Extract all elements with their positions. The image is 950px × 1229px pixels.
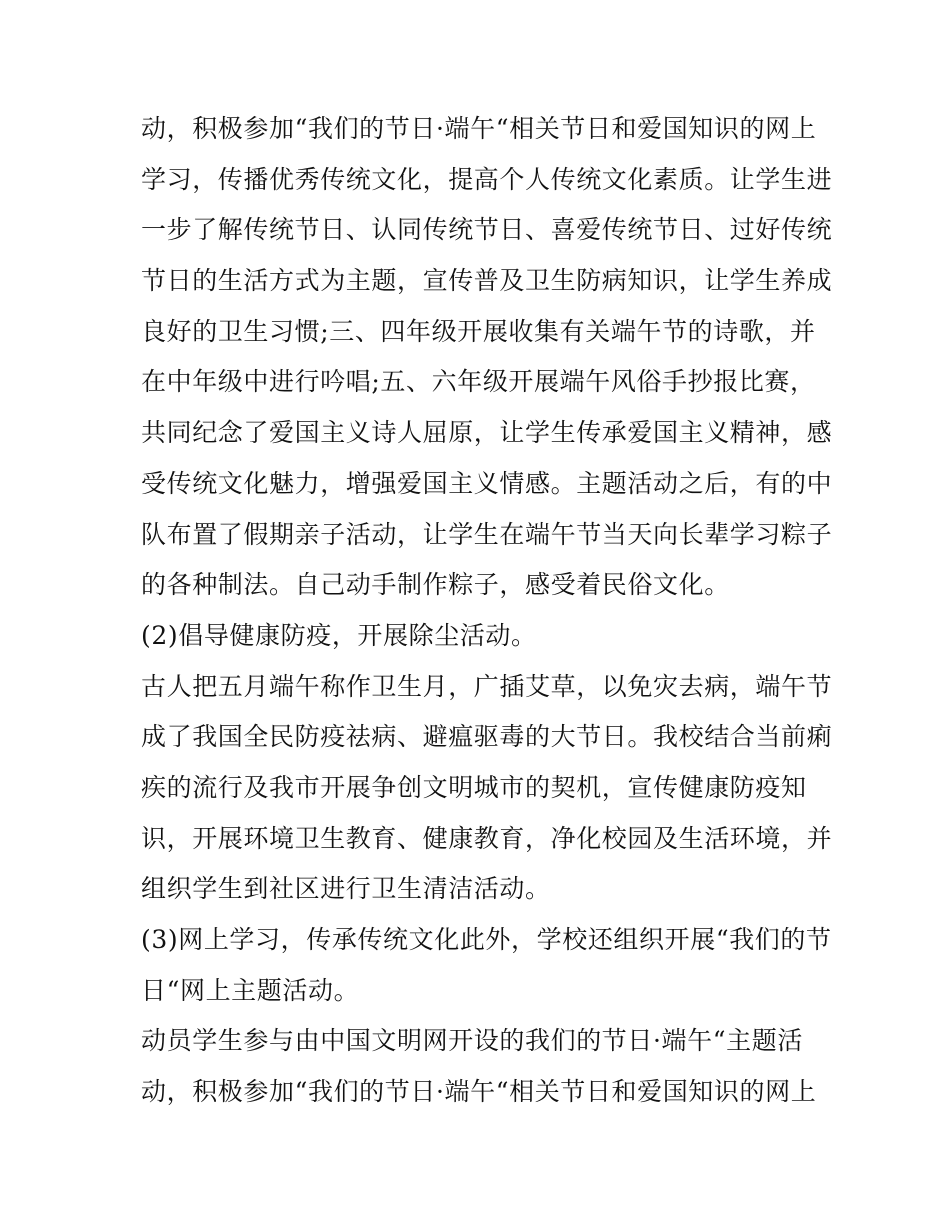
text-line: 成了我国全民防疫祛病、避瘟驱毒的大节日。我校结合当前痢 xyxy=(141,722,833,752)
body-text xyxy=(141,104,841,1118)
text-line: 良好的卫生习惯;三、四年级开展收集有关端午节的诗歌，并 xyxy=(141,316,816,346)
text-line: 识，开展环境卫生教育、健康教育，净化校园及生活环境，并 xyxy=(141,823,833,853)
section-heading-3: (3)网上学习，传承传统文化此外，学校还组织开展“我们的节 xyxy=(141,925,832,954)
text-line: 学习，传播优秀传统文化，提高个人传统文化素质。让学生进 xyxy=(141,164,833,194)
text-line: 一步了解传统节日、认同传统节日、喜爱传统节日、过好传统 xyxy=(141,215,833,245)
text-line: 组织学生到社区进行卫生清洁活动。 xyxy=(141,874,551,904)
text-line: 节日的生活方式为主题，宣传普及卫生防病知识，让学生养成 xyxy=(141,266,833,296)
text-line: 疾的流行及我市开展争创文明城市的契机，宣传健康防疫知 xyxy=(141,772,807,802)
text-line: 在中年级中进行吟唱;五、六年级开展端午风俗手抄报比赛， xyxy=(141,367,816,397)
text-line: 的各种制法。自己动手制作粽子，感受着民俗文化。 xyxy=(141,570,730,600)
text-line: 日“网上主题活动。 xyxy=(141,975,360,1005)
text-line: 古人把五月端午称作卫生月，广插艾草，以免灾去病，端午节 xyxy=(141,671,833,701)
text-line: 共同纪念了爱国主义诗人屈原，让学生传承爱国主义精神，感 xyxy=(141,418,833,448)
text-line: 动，积极参加“我们的节日·端午“相关节日和爱国知识的网上 xyxy=(141,114,817,143)
text-line: 受传统文化魅力，增强爱国主义情感。主题活动之后，有的中 xyxy=(141,468,833,498)
section-heading-2: (2)倡导健康防疫，开展除尘活动。 xyxy=(141,620,537,650)
text-line: 动，积极参加“我们的节日·端午“相关节日和爱国知识的网上 xyxy=(141,1077,817,1107)
text-line: 队布置了假期亲子活动，让学生在端午节当天向长辈学习粽子 xyxy=(141,519,833,549)
text-line: 动员学生参与由中国文明网开设的我们的节日·端午“主题活 xyxy=(141,1026,803,1056)
